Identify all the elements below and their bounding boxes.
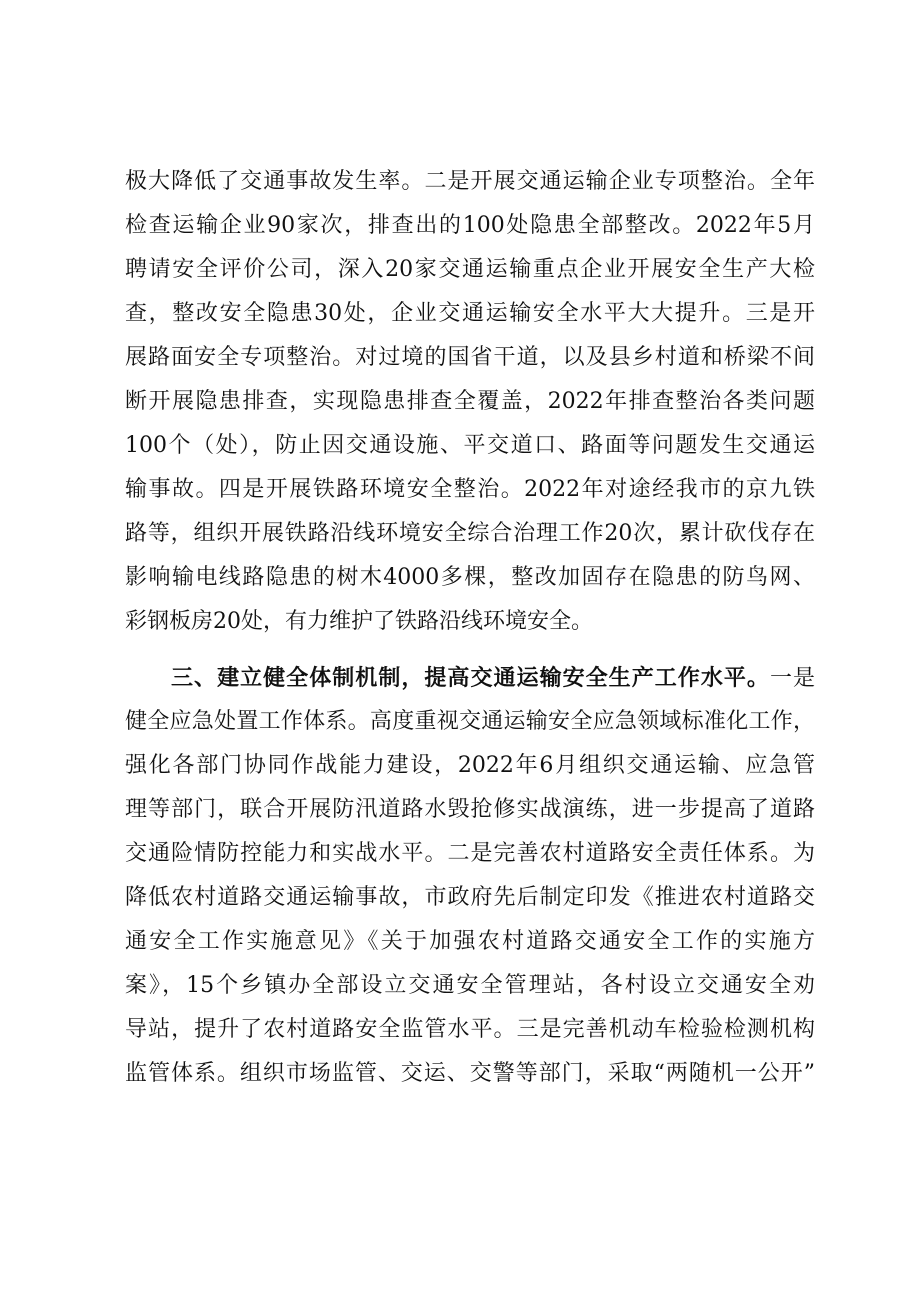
text-line: 理等部门，联合开展防汛道路水毁抢修实战演练，进一步提高了道路 bbox=[125, 797, 815, 822]
text-line: 健全应急处置工作体系。高度重视交通运输安全应急领域标准化工作， bbox=[125, 709, 815, 734]
text-line: 输事故。四是开展铁路环境安全整治。2022年对途经我市的京九铁 bbox=[125, 477, 815, 502]
text-line: 彩钢板房20处，有力维护了铁路沿线环境安全。 bbox=[125, 609, 593, 634]
text-line: 导站，提升了农村道路安全监管水平。三是完善机动车检验检测机构 bbox=[125, 1017, 815, 1042]
text-line: 监管体系。组织市场监管、交运、交警等部门，采取“两随机一公开” bbox=[125, 1061, 815, 1086]
text-line: 通安全工作实施意见》《关于加强农村道路交通安全工作的实施方 bbox=[125, 929, 815, 954]
text-line: 降低农村道路交通运输事故，市政府先后制定印发《推进农村道路交 bbox=[125, 885, 815, 910]
text-line: 路等，组织开展铁路沿线环境安全综合治理工作20次，累计砍伐存在 bbox=[125, 521, 815, 546]
text-line: 聘请安全评价公司，深入20家交通运输重点企业开展安全生产大检 bbox=[125, 257, 815, 282]
text-line: 查，整改安全隐患30处，企业交通运输安全水平大大提升。三是开 bbox=[125, 301, 815, 326]
text-line: 影响输电线路隐患的树木4000多棵，整改加固存在隐患的防鸟网、 bbox=[125, 565, 815, 590]
text-line: 展路面安全专项整治。对过境的国省干道，以及县乡村道和桥梁不间 bbox=[125, 345, 815, 370]
text-line: 极大降低了交通事故发生率。二是开展交通运输企业专项整治。全年 bbox=[125, 169, 815, 194]
text-line: 案》，15个乡镇办全部设立交通安全管理站，各村设立交通安全劝 bbox=[125, 973, 815, 998]
text-line: 交通险情防控能力和实战水平。二是完善农村道路安全责任体系。为 bbox=[125, 841, 815, 866]
section-heading-line bbox=[171, 661, 815, 695]
text-line: 检查运输企业90家次，排查出的100处隐患全部整改。2022年5月 bbox=[125, 213, 815, 238]
text-line: 100个（处），防止因交通设施、平交道口、路面等问题发生交通运 bbox=[125, 433, 815, 458]
text-line: 断开展隐患排查，实现隐患排查全覆盖，2022年排查整治各类问题 bbox=[125, 389, 815, 414]
text-line: 强化各部门协同作战能力建设，2022年6月组织交通运输、应急管 bbox=[125, 753, 815, 778]
section-heading: 三、建立健全体制机制，提高交通运输安全生产工作水平。 bbox=[171, 665, 770, 691]
heading-tail-text: 一是 bbox=[769, 666, 815, 691]
